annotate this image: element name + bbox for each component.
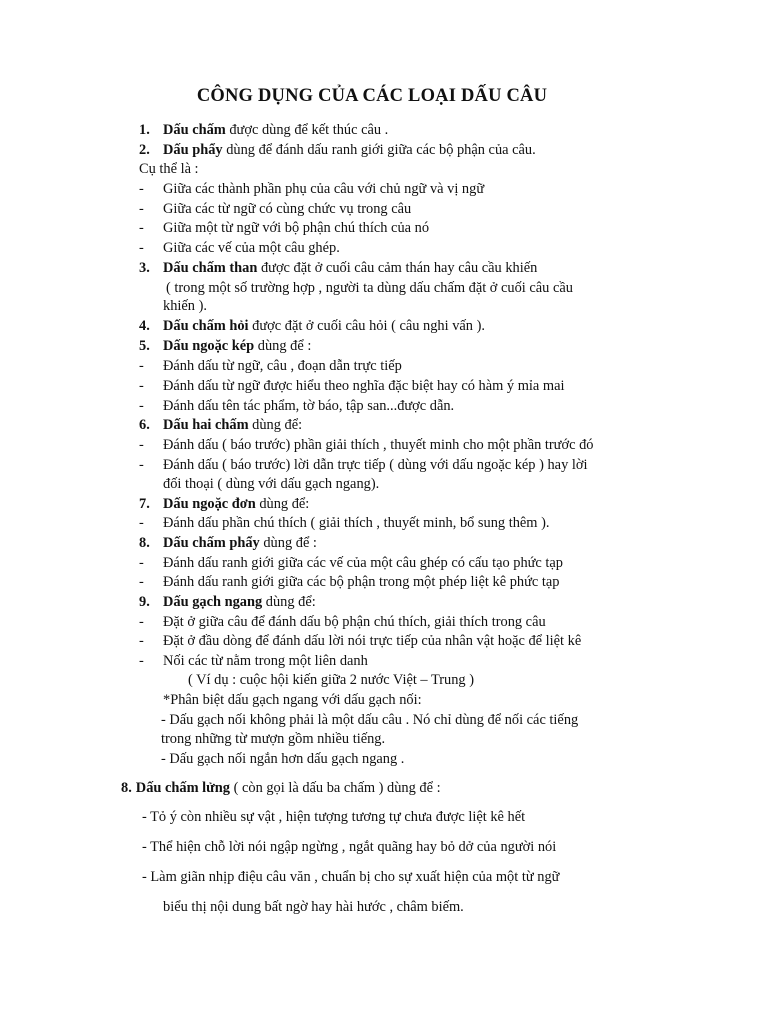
bullet-text: Nối các từ nằm trong một liên danh xyxy=(163,653,368,669)
list-item-9 xyxy=(139,593,316,611)
note-line: trong những từ mượn gồm nhiều tiếng. xyxy=(161,731,386,747)
dash: - xyxy=(139,240,144,256)
item-term: Dấu hai chấm xyxy=(163,417,249,433)
bullet-text: Đánh dấu ranh giới giữa các bộ phận trong một phép liệt kê phức tạp xyxy=(163,574,560,590)
item-number: 4. xyxy=(139,318,150,334)
item-term: Dấu chấm than xyxy=(163,260,258,276)
item-text: dùng để : xyxy=(254,338,312,354)
text-line: Cụ thể là : xyxy=(139,161,199,177)
dash: - xyxy=(139,358,144,374)
bullet-line xyxy=(139,436,593,454)
bullet-text: Giữa các vế của một câu ghép. xyxy=(163,240,340,256)
item-text: được đặt ở cuối câu cảm thán hay câu cầu khiến xyxy=(257,260,538,276)
item-text: dùng để: xyxy=(255,496,310,512)
list-item-8 xyxy=(139,534,317,552)
bullet-text: Đánh dấu từ ngữ, câu , đoạn dẫn trực tiếp xyxy=(163,358,402,374)
bullet-line xyxy=(139,377,564,395)
item-number: 1. xyxy=(139,122,150,138)
bullet-line xyxy=(139,397,454,415)
bullet-text: Đánh dấu ranh giới giữa các vế của một câu ghép có cấu tạo phức tạp xyxy=(163,555,564,571)
bullet-line xyxy=(139,239,340,257)
item-text: ( còn gọi là dấu ba chấm ) dùng để : xyxy=(230,780,441,796)
list-item-5 xyxy=(139,337,311,355)
text-line: đối thoại ( dùng với dấu gạch ngang). xyxy=(163,476,380,492)
bullet-line xyxy=(139,613,546,631)
bullet-line xyxy=(139,514,549,532)
item-term: Dấu chấm xyxy=(163,122,226,138)
item-number: 9. xyxy=(139,594,150,610)
item-number: 2. xyxy=(139,142,150,158)
bullet-text: Đặt ở đầu dòng để đánh dấu lời nói trực tiếp của nhân vật hoặc để liệt kê xyxy=(163,633,582,649)
bullet-line xyxy=(139,456,587,474)
dash: - xyxy=(139,220,144,236)
text-line: khiến ). xyxy=(163,298,207,314)
list-item-4 xyxy=(139,317,485,335)
item-text: dùng để : xyxy=(259,535,317,551)
example-line: ( Ví dụ : cuộc hội kiến giữa 2 nước Việt – Trung ) xyxy=(188,672,475,688)
dash: - xyxy=(139,515,144,531)
dash: - xyxy=(139,398,144,414)
bullet-text: Đánh dấu tên tác phẩm, tờ báo, tập san...được dẫn. xyxy=(163,398,455,414)
bullet-text: Đánh dấu từ ngữ được hiểu theo nghĩa đặc biệt hay có hàm ý mỉa mai xyxy=(163,378,565,394)
dash: - xyxy=(139,378,144,394)
bullet-line xyxy=(139,200,411,218)
item-term: Dấu chấm hỏi xyxy=(163,318,249,334)
list-item-6 xyxy=(139,416,302,434)
dash: - xyxy=(139,555,144,571)
item-term: Dấu chấm phẩy xyxy=(163,535,260,551)
list-item-7 xyxy=(139,495,309,513)
list-item-3 xyxy=(139,259,537,277)
text-line: ( trong một số trường hợp , người ta dùng dấu chấm đặt ở cuối câu cầu xyxy=(166,280,573,296)
bullet-line xyxy=(139,573,559,591)
item-number: 3. xyxy=(139,260,150,276)
item-text: được đặt ở cuối câu hỏi ( câu nghi vấn ). xyxy=(248,318,485,334)
bullet-text: Đánh dấu phần chú thích ( giải thích , thuyết minh, bổ sung thêm ). xyxy=(163,515,550,531)
item-number: 7. xyxy=(139,496,150,512)
item-text: được dùng để kết thúc câu . xyxy=(225,122,389,138)
item-text: dùng để: xyxy=(262,594,316,610)
bullet-line xyxy=(139,357,402,375)
bullet-text: Đánh dấu ( báo trước) lời dẫn trực tiếp ( dùng với dấu ngoặc kép ) hay lời xyxy=(163,457,588,473)
list-item-1 xyxy=(139,121,388,139)
item-text: dùng để đánh dấu ranh giới giữa các bộ phận của câu. xyxy=(222,142,536,158)
bullet-text: Đặt ở giữa câu để đánh dấu bộ phận chú thích, giải thích trong câu xyxy=(163,614,546,630)
dash: - xyxy=(139,574,144,590)
bullet-line: - Thể hiện chỗ lời nói ngập ngừng , ngắt quãng hay bỏ dở của người nói xyxy=(142,839,557,855)
bullet-text: Đánh dấu ( báo trước) phần giải thích , thuyết minh cho một phần trước đó xyxy=(163,437,594,453)
bullet-text: Giữa các thành phần phụ của câu với chủ ngữ và vị ngữ xyxy=(163,181,485,197)
dash: - xyxy=(139,437,144,453)
list-item-2 xyxy=(139,141,536,159)
item-number: 6. xyxy=(139,417,150,433)
item-number: 8. xyxy=(121,780,132,796)
note-heading: *Phân biệt dấu gạch ngang với dấu gạch nối: xyxy=(163,692,422,708)
bullet-line: - Tỏ ý còn nhiều sự vật , hiện tượng tương tự chưa được liệt kê hết xyxy=(142,809,526,825)
text-line: biểu thị nội dung bất ngờ hay hài hước , châm biếm. xyxy=(163,899,464,915)
bullet-line xyxy=(139,219,429,237)
note-line: - Dấu gạch nối không phải là một dấu câu . Nó chỉ dùng để nối các tiếng xyxy=(161,712,579,728)
item-term: Dấu phẩy xyxy=(163,142,223,158)
bullet-text: Giữa các từ ngữ có cùng chức vụ trong câu xyxy=(163,201,412,217)
dash: - xyxy=(139,181,144,197)
list-item-ellipsis xyxy=(121,779,441,797)
dash: - xyxy=(139,653,144,669)
item-term: Dấu ngoặc kép xyxy=(163,338,255,354)
bullet-text: Giữa một từ ngữ với bộ phận chú thích của nó xyxy=(163,220,430,236)
bullet-line xyxy=(139,180,484,198)
item-text: dùng để: xyxy=(248,417,303,433)
dash: - xyxy=(139,457,144,473)
dash: - xyxy=(139,614,144,630)
item-number: 5. xyxy=(139,338,150,354)
item-term: Dấu gạch ngang xyxy=(163,594,263,610)
bullet-line xyxy=(139,554,563,572)
dash: - xyxy=(139,201,144,217)
bullet-line xyxy=(139,652,368,670)
item-number: 8. xyxy=(139,535,150,551)
bullet-line xyxy=(139,632,581,650)
note-line: - Dấu gạch nối ngắn hơn dấu gạch ngang . xyxy=(161,751,405,767)
page-title: CÔNG DỤNG CỦA CÁC LOẠI DẤU CÂU xyxy=(196,86,548,106)
item-term: Dấu chấm lửng xyxy=(135,780,230,796)
dash: - xyxy=(139,633,144,649)
item-term: Dấu ngoặc đơn xyxy=(163,496,256,512)
bullet-line: - Làm giãn nhịp điệu câu văn , chuẩn bị cho sự xuất hiện của một từ ngữ xyxy=(142,869,560,885)
